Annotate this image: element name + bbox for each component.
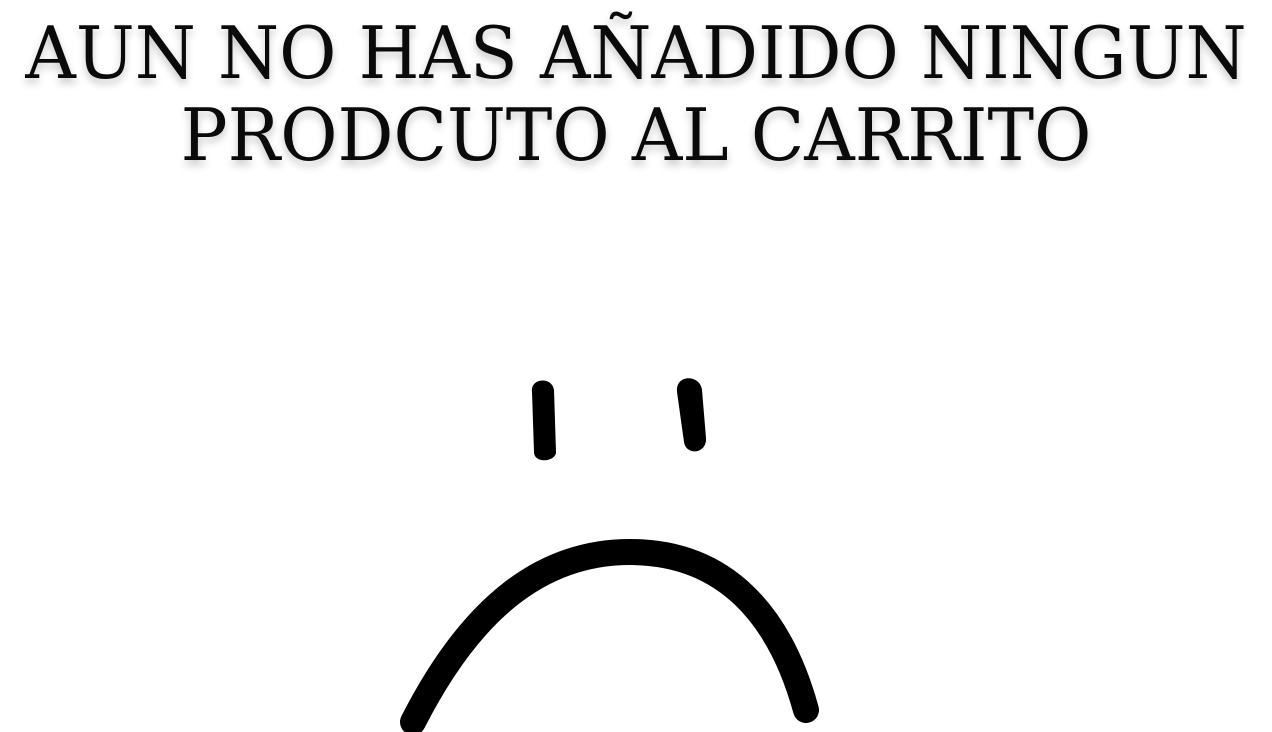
frown-mouth [413, 552, 806, 722]
left-eye [532, 380, 556, 460]
empty-cart-message: AUN NO HAS AÑADIDO NINGUN PRODCUTO AL CARRITO [25, 11, 1247, 177]
right-eye [677, 378, 706, 451]
